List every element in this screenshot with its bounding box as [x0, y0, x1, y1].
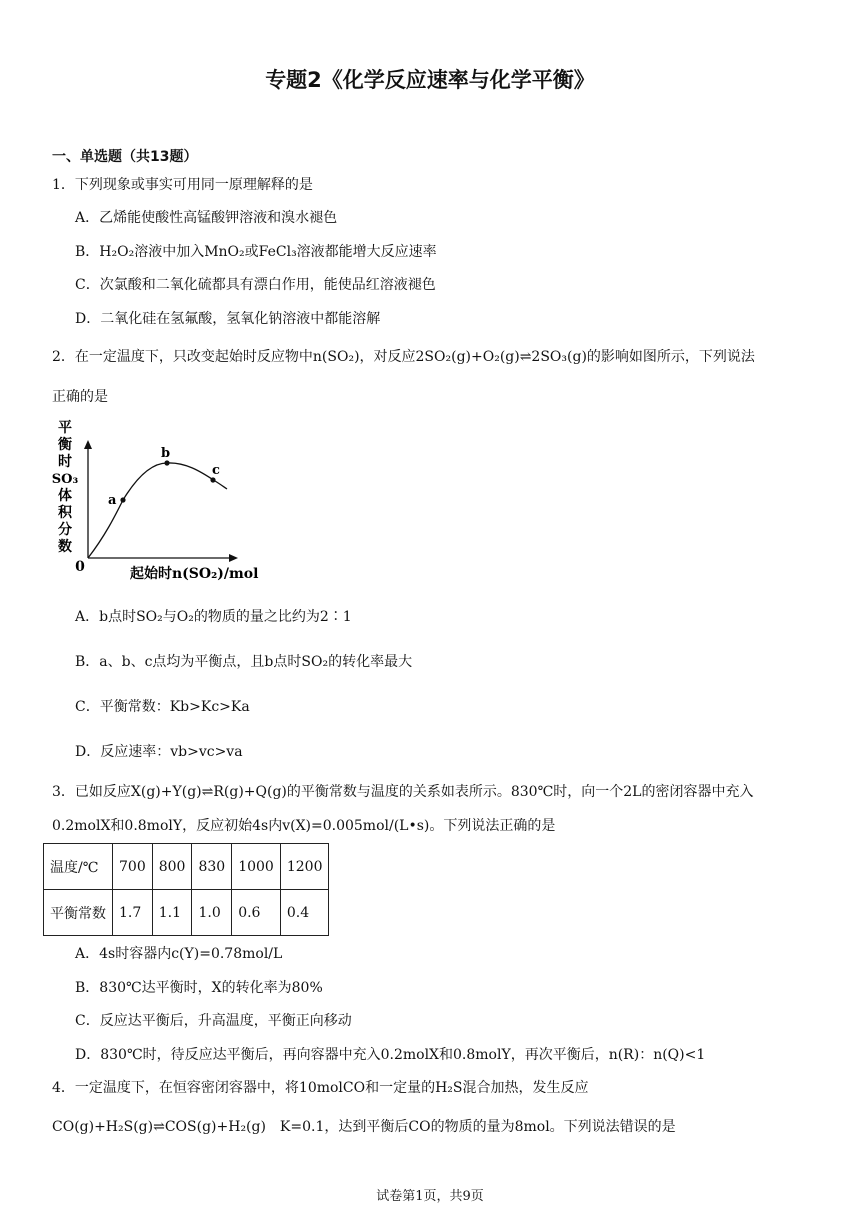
point-a: [120, 497, 125, 502]
table-cell: 800: [152, 844, 192, 890]
q3-stem-line2: 0.2molX和0.8molY，反应初始4s内v(X)=0.005mol/(L•s)。下列说法正确的是: [52, 818, 556, 834]
table-cell: 0.4: [280, 890, 329, 936]
table-cell: 1200: [280, 844, 329, 890]
x-axis-arrow: [229, 554, 238, 562]
table-cell: 830: [192, 844, 232, 890]
q4-stem-line1: 4．一定温度下，在恒容密闭容器中，将10molCO和一定量的H₂S混合加热，发生反应: [52, 1080, 589, 1096]
q3-option-b: B．830℃达平衡时，X的转化率为80%: [75, 980, 323, 996]
table-cell: 1.0: [192, 890, 232, 936]
y-label-char: 时: [58, 454, 72, 470]
y-label-char: 体: [58, 488, 72, 504]
table-row: [44, 844, 329, 890]
q1-option-b: B．H₂O₂溶液中加入MnO₂或FeCl₃溶液都能增大反应速率: [75, 244, 437, 260]
y-label-char: 衡: [58, 437, 72, 453]
q3-table: [43, 843, 329, 936]
y-axis-arrow: [84, 440, 92, 449]
y-label-char: 平: [58, 420, 72, 436]
q2-stem-line1: 2．在一定温度下，只改变起始时反应物中n(SO₂)，对反应2SO₂(g)+O₂(g)⇌2SO₃(g)的影响如图所示，下列说法: [52, 349, 755, 365]
q2-option-a: A．b点时SO₂与O₂的物质的量之比约为2∶1: [75, 609, 352, 625]
q4-stem-line2: CO(g)+H₂S(g)⇌COS(g)+H₂(g) K=0.1，达到平衡后CO的物质的量为8mol。下列说法错误的是: [52, 1119, 676, 1135]
q2-option-b: B．a、b、c点均为平衡点，且b点时SO₂的转化率最大: [75, 654, 413, 670]
equilibrium-curve: [88, 463, 227, 558]
x-axis-label: 起始时n(SO₂)/mol: [130, 566, 259, 582]
q1-option-d: D．二氧化硅在氢氟酸，氢氧化钠溶液中都能溶解: [75, 311, 381, 327]
y-axis-label: [52, 419, 79, 555]
table-cell: 700: [113, 844, 153, 890]
y-label-char: SO₃: [51, 472, 79, 487]
q2-option-d: D．反应速率：vb>vc>va: [75, 744, 243, 760]
section-heading: 一、单选题（共13题）: [52, 149, 198, 165]
table-cell: 1000: [232, 844, 281, 890]
q2-stem-line2: 正确的是: [52, 389, 108, 405]
q1-option-a: A．乙烯能使酸性高锰酸钾溶液和溴水褪色: [75, 210, 338, 226]
table-cell: 1.1: [152, 890, 192, 936]
page-footer: 试卷第1页，共9页: [376, 1189, 484, 1204]
page-title: 专题2《化学反应速率与化学平衡》: [265, 68, 595, 92]
table-cell: 0.6: [232, 890, 281, 936]
y-label-char: 数: [58, 539, 72, 555]
point-b-label: b: [161, 446, 171, 461]
table-cell: 温度/℃: [44, 844, 113, 890]
y-label-char: 积: [58, 505, 72, 521]
q3-option-d: D．830℃时，待反应达平衡后，再向容器中充入0.2molX和0.8molY，再次平衡后，n(R)：n(Q)<1: [75, 1047, 706, 1063]
q3-option-c: C．反应达平衡后，升高温度，平衡正向移动: [75, 1013, 352, 1029]
q2-chart: [50, 416, 270, 586]
q3-option-a: A．4s时容器内c(Y)=0.78mol/L: [75, 946, 283, 962]
point-b: [164, 460, 169, 465]
table-row: [44, 890, 329, 936]
point-c-label: c: [212, 463, 220, 478]
q1-stem: 1．下列现象或事实可用同一原理解释的是: [52, 177, 313, 193]
table-cell: 1.7: [113, 890, 153, 936]
y-label-char: 分: [58, 522, 72, 538]
table-cell: 平衡常数: [44, 890, 113, 936]
q1-option-c: C．次氯酸和二氧化硫都具有漂白作用，能使品红溶液褪色: [75, 277, 436, 293]
q3-stem-line1: 3．已如反应X(g)+Y(g)⇌R(g)+Q(g)的平衡常数与温度的关系如表所示。830℃时，向一个2L的密闭容器中充入: [52, 784, 754, 800]
point-a-label: a: [108, 493, 117, 508]
origin-label: 0: [75, 559, 85, 575]
point-c: [210, 477, 215, 482]
q2-option-c: C．平衡常数：Kb>Kc>Ka: [75, 699, 250, 715]
